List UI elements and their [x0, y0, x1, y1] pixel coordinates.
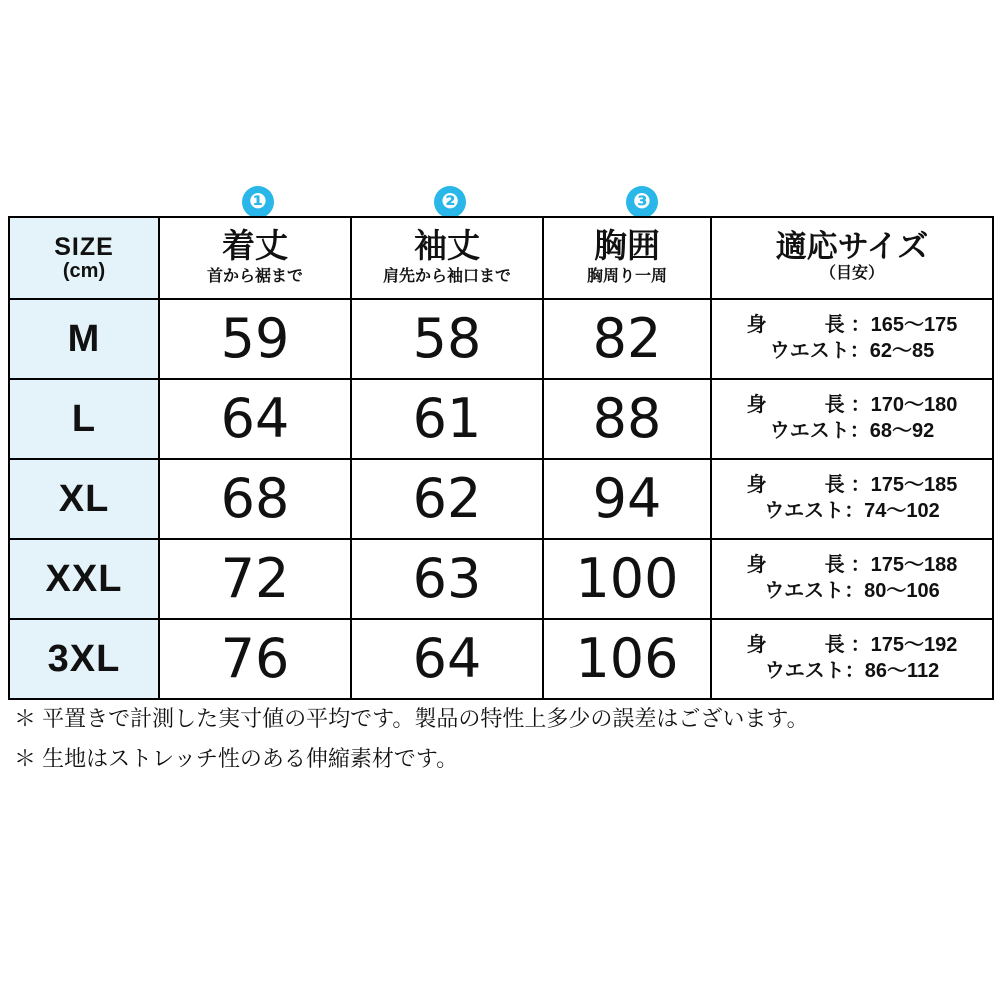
badge-3-icon: ❸ [626, 186, 658, 218]
fit-label-waist: ウエスト [764, 660, 845, 682]
footnote-2: ＊ 生地はストレッチ性のある伸縮素材です。 [14, 746, 459, 772]
footnotes [14, 702, 984, 782]
fit-label-waist: ウエスト [764, 580, 845, 602]
fit-label-height: 身 長 [746, 314, 851, 337]
row-size: L [9, 379, 159, 459]
table-header-row [9, 217, 993, 299]
row-length: 68 [159, 459, 351, 539]
row-chest: 94 [543, 459, 711, 539]
header-fit [711, 217, 993, 299]
header-chest [543, 217, 711, 299]
header-sleeve-main: 袖丈 [414, 227, 480, 265]
row-fit-waist [712, 659, 992, 685]
header-length-main: 着丈 [222, 227, 288, 265]
fit-label-height: 身 長 [746, 474, 851, 497]
fit-value-height: ：175〜188 [850, 554, 958, 577]
header-fit-main: 適応サイズ [775, 228, 929, 264]
badge-2-icon: ❷ [434, 186, 466, 218]
row-size: 3XL [9, 619, 159, 699]
header-size [9, 217, 159, 299]
header-size-sub: (cm) [62, 260, 106, 283]
row-sleeve: 62 [351, 459, 543, 539]
fit-value-height: ：175〜192 [850, 634, 958, 657]
header-fit-sub: （目安） [819, 265, 884, 283]
row-fit-height [712, 313, 992, 339]
row-size: XXL [9, 539, 159, 619]
fit-value-waist: ：86〜112 [844, 660, 940, 682]
header-sleeve-sub: 肩先から袖口まで [382, 267, 511, 285]
fit-value-waist: ：74〜102 [844, 500, 940, 522]
row-chest: 82 [543, 299, 711, 379]
header-chest-sub: 胸周り一周 [586, 267, 667, 285]
size-table [8, 216, 994, 700]
row-length: 76 [159, 619, 351, 699]
row-fit-waist [712, 499, 992, 525]
row-sleeve: 61 [351, 379, 543, 459]
row-size: M [9, 299, 159, 379]
row-chest: 100 [543, 539, 711, 619]
row-fit-height [712, 393, 992, 419]
row-fit [711, 459, 993, 539]
header-length-sub: 首から裾まで [206, 267, 303, 285]
row-sleeve: 63 [351, 539, 543, 619]
fit-value-height: ：165〜175 [850, 314, 958, 337]
fit-label-height: 身 長 [746, 554, 851, 577]
row-length: 64 [159, 379, 351, 459]
row-size: XL [9, 459, 159, 539]
fit-value-waist: ：80〜106 [844, 580, 940, 602]
fit-value-waist: ：68〜92 [849, 420, 935, 442]
row-fit-waist [712, 579, 992, 605]
badge-1-icon: ❶ [242, 186, 274, 218]
header-chest-main: 胸囲 [594, 227, 660, 265]
row-fit [711, 619, 993, 699]
fit-label-waist: ウエスト [769, 420, 850, 442]
fit-label-waist: ウエスト [764, 500, 845, 522]
table-row [9, 619, 993, 699]
row-chest: 106 [543, 619, 711, 699]
row-fit-height [712, 473, 992, 499]
row-sleeve: 58 [351, 299, 543, 379]
row-fit [711, 539, 993, 619]
row-fit [711, 379, 993, 459]
measurement-badges [0, 186, 1000, 220]
row-fit-waist [712, 419, 992, 445]
row-sleeve: 64 [351, 619, 543, 699]
row-fit-height [712, 553, 992, 579]
table-row [9, 379, 993, 459]
footnote-1: ＊ 平置きで計測した実寸値の平均です。製品の特性上多少の誤差はございます。 [14, 706, 809, 731]
table-row [9, 459, 993, 539]
fit-label-height: 身 長 [746, 394, 851, 417]
row-length: 59 [159, 299, 351, 379]
fit-label-waist: ウエスト [769, 340, 850, 362]
header-size-main: SIZE [54, 232, 114, 261]
fit-label-height: 身 長 [746, 634, 851, 657]
row-fit-height [712, 633, 992, 659]
header-length [159, 217, 351, 299]
table-row [9, 539, 993, 619]
header-sleeve [351, 217, 543, 299]
fit-value-height: ：170〜180 [850, 394, 958, 417]
fit-value-waist: ：62〜85 [849, 340, 935, 362]
row-fit-waist [712, 339, 992, 365]
table-row [9, 299, 993, 379]
row-chest: 88 [543, 379, 711, 459]
row-fit [711, 299, 993, 379]
fit-value-height: ：175〜185 [850, 474, 958, 497]
row-length: 72 [159, 539, 351, 619]
